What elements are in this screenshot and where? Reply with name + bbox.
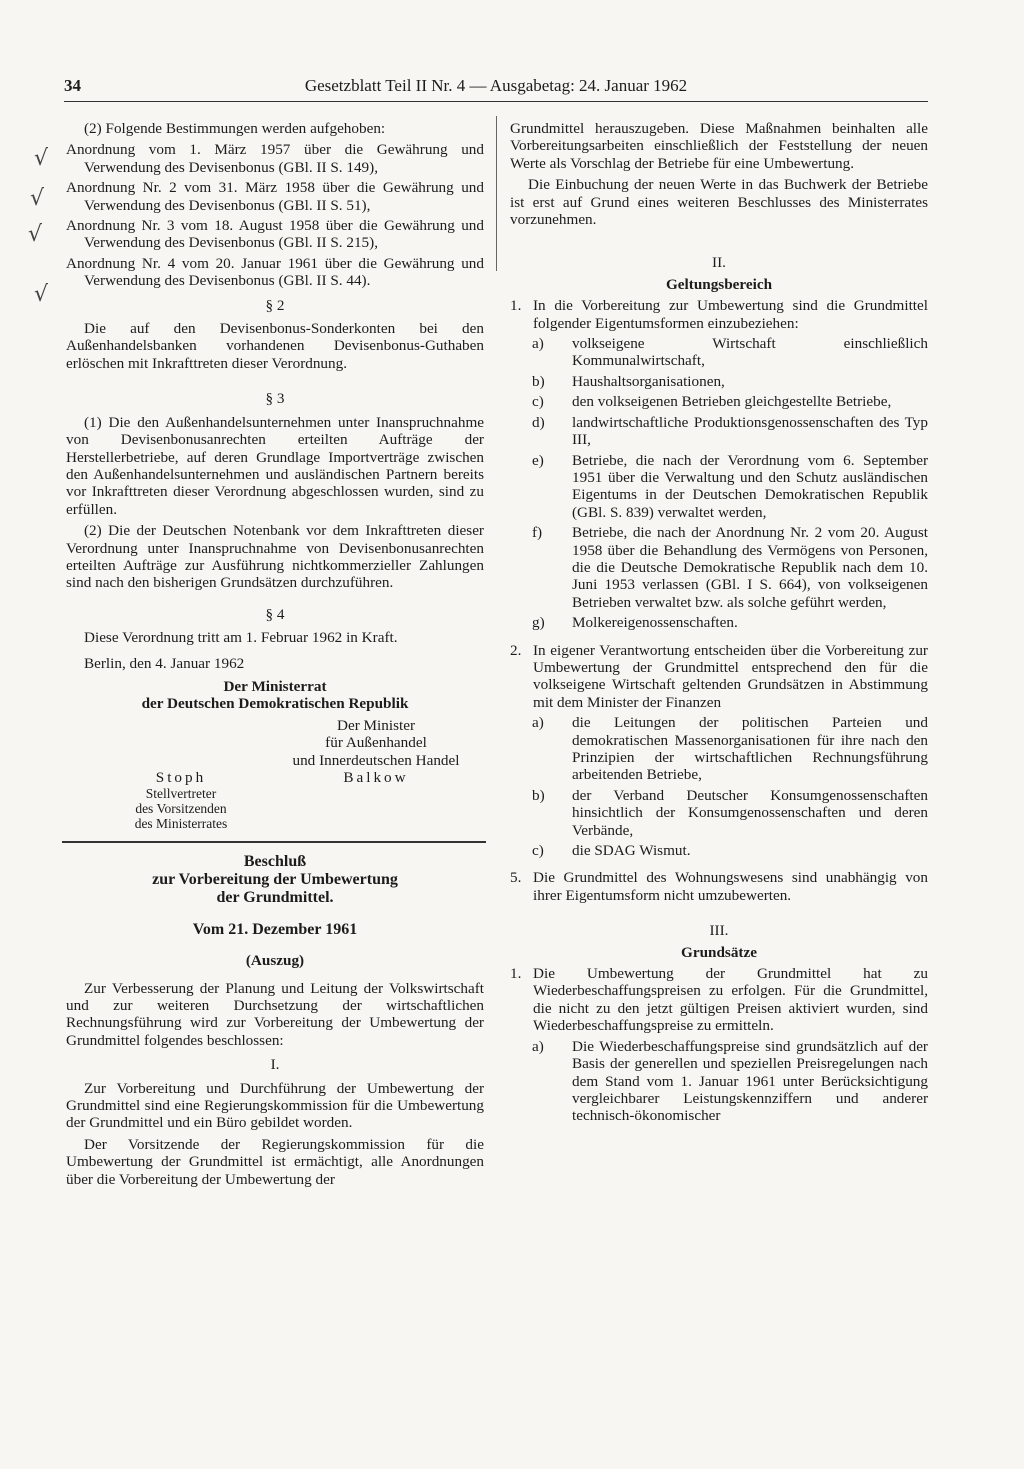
item-number: 1. [510, 965, 522, 983]
header-rule [64, 101, 928, 102]
check-mark-icon: √ [34, 146, 49, 171]
sub-text: Betriebe, die nach der Verordnung vom 6. September 1951 über die Verwaltung und den Schutz ausländischen Eigentums in der Deutschen Demokratischen Republik (GBl. S. 839) verwaltet werden, [572, 451, 928, 521]
item-number: 1. [510, 297, 522, 315]
repealed-item: Anordnung vom 1. März 1957 über die Gewährung und Verwendung des Devisenbonus (GBl. II S. 149), [66, 141, 484, 176]
sub-text: landwirtschaftliche Produktionsgenossenschaften des Typ III, [572, 413, 928, 449]
part-heading: II. [712, 254, 726, 272]
sub-item [532, 524, 928, 611]
page-number: 34 [64, 76, 81, 95]
sub-label: f) [532, 524, 543, 542]
left-column [66, 120, 484, 1188]
sub-label: a) [532, 1037, 544, 1055]
sub-label: b) [532, 786, 545, 804]
section-2-text: Die auf den Devisenbonus-Sonderkonten bei den Außenhandelsbanken vorhandenen Devisenbonus-Guthaben erlöschen mit Inkrafttreten dieser Verordnung. [66, 320, 484, 372]
minister-line: und Innerdeutschen Handel [292, 751, 460, 769]
list-item [510, 642, 928, 712]
minister-line: Der Minister [336, 716, 416, 734]
decision-title: Beschluß [243, 852, 307, 870]
sub-item [532, 452, 928, 522]
part-1-para-1: Zur Vorbereitung und Durchführung der Umbewertung der Grundmittel sind eine Regierungskommission für die Umbewertung der Grundmittel und ein Büro gebildet worden. [66, 1079, 484, 1132]
sub-text: die SDAG Wismut. [572, 842, 691, 860]
decision-title: zur Vorbereitung der Umbewertung [152, 870, 398, 888]
signer-role: des Vorsitzenden [135, 801, 227, 817]
sub-label: e) [532, 451, 544, 469]
sub-label: d) [532, 413, 545, 431]
item-text: Die Umbewertung der Grundmittel hat zu Wiederbeschaffungspreisen zu erfolgen. Für die Grundmittel, die nicht zu den jetzt gültigen Preisen aktiviert wurden, sind Wiederbeschaffungspreise zu ermitteln. [533, 965, 928, 1035]
minister-title [266, 717, 486, 787]
sub-label: g) [532, 614, 545, 632]
sub-label: b) [532, 372, 545, 390]
repealed-item: Anordnung Nr. 4 vom 20. Januar 1961 über die Gewährung und Verwendung des Devisenbonus (GBl. II S. 44). [66, 254, 484, 290]
page-header [64, 76, 928, 98]
place-date: Berlin, den 4. Januar 1962 [84, 654, 245, 672]
continuation-para: Grundmittel herauszugeben. Diese Maßnahmen beinhalten alle Vorbereitungsarbeiten einschließlich der Feststellung der neuen Werte als Vorschlag der Betriebe für eine Umbewertung. [510, 120, 928, 172]
section-4-text: Diese Verordnung tritt am 1. Februar 1962 in Kraft. [84, 629, 398, 647]
sub-item [532, 1038, 928, 1125]
sub-label: c) [532, 842, 544, 860]
check-mark-icon: √ [28, 222, 43, 247]
sub-text: den volkseigenen Betrieben gleichgestellte Betriebe, [572, 393, 892, 411]
sub-label: a) [532, 335, 544, 353]
signer-role: Stellvertreter [145, 786, 217, 802]
decision-title: der Grundmittel. [216, 888, 334, 906]
running-title: Gesetzblatt Teil II Nr. 4 — Ausgabetag: 24. Januar 1962 [304, 76, 688, 95]
continuation-para: Die Einbuchung der neuen Werte in das Buchwerk der Betriebe ist erst auf Grund eines weiteren Beschlusses des Ministerrates vorzunehmen. [510, 176, 928, 229]
item-text: In eigener Verantwortung entscheiden über die Vorbereitung zur Umbewertung der Grundmittel entsprechend den für die volkseigene Wirtschaft geltenden Grundsätzen in Abstimmung mit dem Minister der Finanzen [533, 641, 928, 711]
minister-line: für Außenhandel [325, 734, 427, 752]
item-number: 5. [510, 869, 522, 887]
sub-item [532, 842, 928, 859]
sub-item [532, 614, 928, 631]
part-heading: III. [709, 922, 729, 940]
right-column [510, 120, 928, 1125]
signatory-body: der Deutschen Demokratischen Republik [141, 695, 409, 713]
list-item [510, 965, 928, 1035]
sub-item [532, 393, 928, 410]
repealed-item: Anordnung Nr. 2 vom 31. März 1958 über die Gewährung und Verwendung des Devisenbonus (GBl. II S. 51), [66, 179, 484, 214]
sub-item [532, 373, 928, 390]
sub-text: Molkereigenossenschaften. [572, 614, 738, 632]
sub-label: a) [532, 714, 544, 732]
section-heading: § 2 [265, 296, 285, 314]
repeal-intro: (2) Folgende Bestimmungen werden aufgehoben: [84, 120, 386, 137]
list-item [510, 869, 928, 904]
section-3-para-2: (2) Die der Deutschen Notenbank vor dem Inkrafttreten dieser Verordnung unter Inanspruchnahme von Devisenbonusanrechten erteilten Aufträge zur Ausführung nichtkommerzieller Zahlungen sind nach den bisherigen Grundsätzen durchzuführen. [66, 522, 484, 592]
section-3-para-1: (1) Die den Außenhandelsunternehmen unter Inanspruchnahme von Devisenbonusanrechten erteilten Aufträge der Herstellerbetriebe, auf deren Grundlage Importverträge zwischen den Außenhandelsunternehmen und ausländischen Partnern bereits vor Inkrafttreten dieser Verordnung abgeschlossen wurden, sind zu erfüllen. [66, 413, 484, 518]
column-divider [496, 116, 497, 271]
sub-text: Haushaltsorganisationen, [572, 372, 725, 390]
check-mark-icon: √ [30, 186, 45, 211]
signature-block [66, 716, 484, 832]
signer-name: Stoph [155, 768, 207, 786]
item-text: In die Vorbereitung zur Umbewertung sind die Grundmittel folgender Eigentumsformen einzubeziehen: [533, 297, 928, 332]
decision-date: Vom 21. Dezember 1961 [192, 920, 358, 938]
signer-role: des Ministerrates [134, 816, 228, 832]
sub-text: der Verband Deutscher Konsumgenossenschaften hinsichtlich der Konsumgenossenschaften und deren Verbände, [572, 786, 928, 839]
section-heading: § 4 [265, 605, 285, 623]
section-heading: § 3 [265, 390, 285, 408]
repealed-item: Anordnung Nr. 3 vom 18. August 1958 über die Gewährung und Verwendung des Devisenbonus (GBl. II S. 215), [66, 217, 484, 252]
sub-text: die Leitungen der politischen Parteien und demokratischen Massenorganisationen für ihre nach den Prinzipien der wirtschaftlichen Rechnungsführung arbeitenden Betriebe, [572, 714, 928, 784]
sub-item [532, 414, 928, 449]
sub-text: Betriebe, die nach der Anordnung Nr. 2 vom 20. August 1958 über die Behandlung des Vermögens von Personen, die die Deutsche Demokratische Republik nach dem 10. Juni 1953 verlassen (GBl. I S. 664), von volkseigenen Betrieben verwaltet bzw. als solche geführt werden, [572, 524, 928, 611]
deputy-title [106, 769, 256, 831]
signer-name: Balkow [343, 769, 409, 786]
list-item [510, 297, 928, 332]
item-text: Die Grundmittel des Wohnungswesens sind unabhängig von ihrer Eigentumsform nicht umzubewerten. [533, 869, 928, 904]
part-title: Grundsätze [681, 943, 757, 961]
signatory-body: Der Ministerrat [223, 677, 327, 695]
sub-item [532, 335, 928, 370]
sub-text: volkseigene Wirtschaft einschließlich Kommunalwirtschaft, [572, 335, 928, 370]
sub-item [532, 787, 928, 839]
part-title: Geltungsbereich [665, 275, 773, 293]
section-rule [62, 841, 486, 843]
check-mark-icon: √ [34, 282, 49, 307]
sub-label: c) [532, 393, 544, 411]
sub-text: Die Wiederbeschaffungspreise sind grundsätzlich auf der Basis der generellen und speziellen Preisregelungen nach dem Stand vom 1. Januar 1961 unter Berücksichtigung vergleichbarer Leistungskennziffern und anderer technisch-ökonomischer [572, 1037, 928, 1125]
sub-item [532, 714, 928, 784]
decision-excerpt: (Auszug) [245, 952, 305, 970]
decision-intro: Zur Verbesserung der Planung und Leitung der Volkswirtschaft und zur weiteren Durchsetzung der wirtschaftlichen Rechnungsführung wird zur Vorbereitung der Umbewertung der Grundmittel folgendes beschlossen: [66, 979, 484, 1049]
item-number: 2. [510, 641, 522, 659]
part-1-para-2: Der Vorsitzende der Regierungskommission für die Umbewertung der Grundmittel ist ermächtigt, alle Anordnungen über die Vorbereitung der Umbewertung der [66, 1135, 484, 1188]
part-heading: I. [270, 1056, 280, 1074]
